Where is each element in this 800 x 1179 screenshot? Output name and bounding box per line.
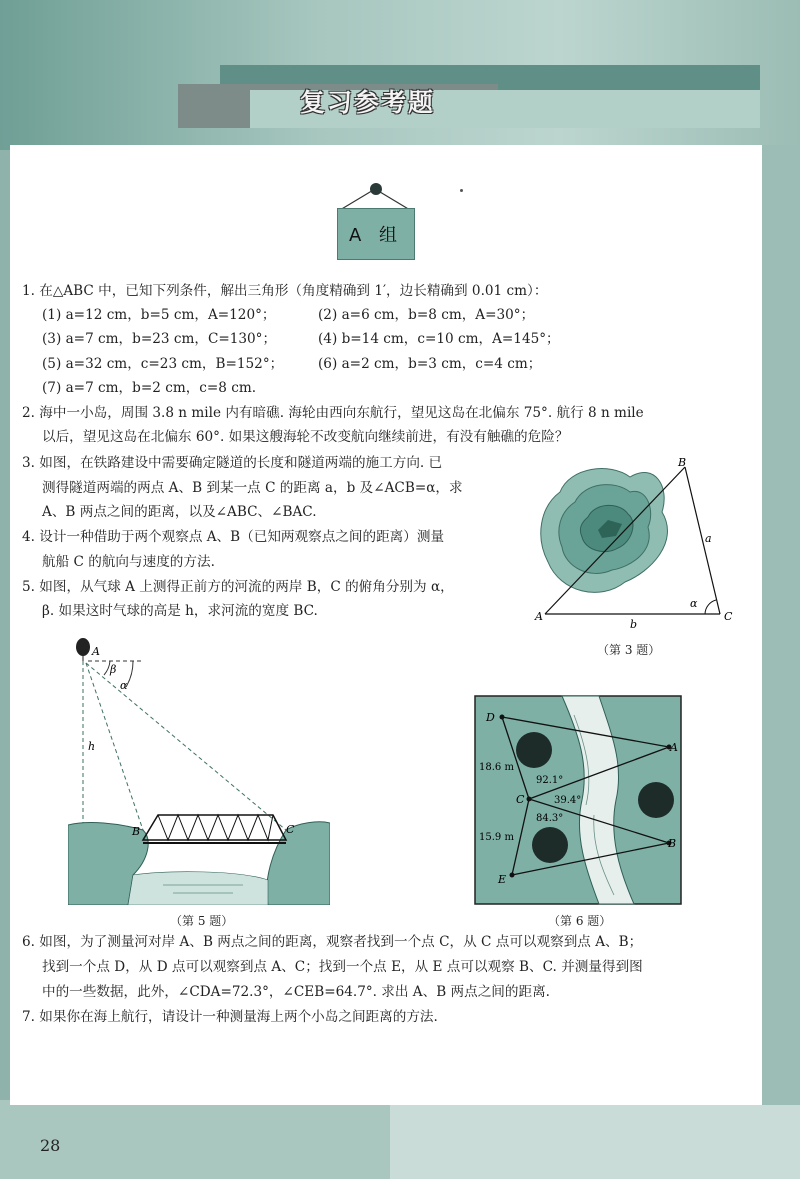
fig6-angle-3: 84.3° (536, 813, 564, 824)
footer-background-light (390, 1100, 800, 1179)
fig6-label-B: B (668, 837, 677, 850)
problem-1-case-4: (4) b=14 cm，c=10 cm，A=145°； (318, 331, 560, 347)
group-sign (337, 208, 415, 260)
bridge-truss (143, 815, 286, 840)
figure-3 (530, 452, 755, 632)
fig6-label-C: C (516, 793, 525, 806)
figure-3-caption: （第 3 题） (597, 643, 661, 657)
dot-mark (460, 189, 463, 192)
fig5-label-alpha: α (120, 679, 128, 692)
fig5-label-B: B (132, 825, 141, 838)
fig6-angle-2: 39.4° (554, 795, 582, 806)
figure-6-caption: （第 6 题） (548, 914, 612, 928)
tree-icon (532, 827, 568, 863)
fig3-label-A: A (535, 610, 543, 623)
tree-icon (638, 782, 674, 818)
fig5-label-beta: β (110, 663, 117, 676)
page-number: 28 (40, 1136, 61, 1155)
fig6-label-D: D (486, 711, 495, 724)
fig6-label-E: E (498, 873, 507, 886)
figure-5 (68, 635, 330, 905)
problem-6-line-2: 找到一个点 D，从 D 点可以观察到点 A、C；找到一个点 E，从 E 点可以观察 B、C. 并测量得到图 (42, 959, 643, 975)
fig3-label-a: a (705, 532, 712, 545)
fig6-angle-1: 92.1° (536, 775, 564, 786)
problem-2-line-2: 以后，望见这岛在北偏东 60°. 如果这艘海轮不改变航向继续前进，有没有触礁的危险？ (42, 429, 569, 445)
problem-7-line-1: 7. 如果你在海上航行，请设计一种测量海上两个小岛之间距离的方法. (22, 1009, 438, 1025)
problem-1-case-1: (1) a=12 cm，b=5 cm，A=120°； (42, 307, 276, 323)
problem-1-case-7: (7) a=7 cm，b=2 cm，c=8 cm. (42, 380, 257, 396)
problem-2-line-1: 2. 海中一小岛，周围 3.8 n mile 内有暗礁. 海轮由西向东航行，望见这岛在北偏东 75°. 航行 8 n mile (22, 405, 644, 421)
problem-6-line-1: 6. 如图，为了测量河对岸 A、B 两点之间的距离，观察者找到一个点 C，从 C 点可以观察到点 A、B； (22, 934, 643, 950)
balloon-icon (76, 638, 90, 656)
problem-1-case-5: (5) a=32 cm，c=23 cm，B=152°； (42, 356, 284, 372)
bridge-web (158, 815, 273, 840)
side-a (685, 467, 720, 614)
problem-4-line-2: 航船 C 的航向与速度的方法. (42, 554, 215, 570)
problem-1-case-3: (3) a=7 cm，b=23 cm，C=130°； (42, 331, 277, 347)
problem-3-line-3: A、B 两点之间的距离，以及∠ABC、∠BAC. (42, 504, 317, 520)
figure-6 (474, 695, 682, 905)
fig5-label-C: C (286, 823, 295, 836)
problem-3-line-1: 3. 如图，在铁路建设中需要确定隧道的长度和隧道两端的施工方向. 已 (22, 455, 443, 471)
problem-5-line-1: 5. 如图，从气球 A 上测得正前方的河流的两岸 B，C 的俯角分别为 α， (22, 579, 454, 595)
figure-5-caption: （第 5 题） (170, 914, 234, 928)
group-label: A 组 (348, 225, 404, 246)
fig6-dist-dc: 18.6 m (479, 762, 514, 773)
tree-icon (516, 732, 552, 768)
problem-3-line-2: 测得隧道两端的两点 A、B 到某一点 C 的距离 a，b 及∠ACB=α，求 (42, 480, 463, 496)
fig6-label-A: A (670, 741, 678, 754)
problem-1-case-6: (6) a=2 cm，b=3 cm，c=4 cm； (318, 356, 542, 372)
fig3-label-alpha: α (690, 597, 698, 610)
sight-c (86, 663, 286, 830)
river (128, 872, 268, 905)
page-title: 复习参考题 (300, 88, 436, 117)
fig3-label-C: C (724, 610, 733, 623)
right-margin-strip (762, 145, 800, 1105)
fig5-label-A: A (92, 645, 100, 658)
right-bank (267, 822, 330, 905)
problem-6-line-3: 中的一些数据，此外，∠CDA=72.3°，∠CEB=64.7°. 求出 A、B 两点之间的距离. (42, 984, 550, 1000)
fig5-label-h: h (88, 740, 96, 753)
angle-arc (705, 600, 716, 614)
pin-icon (370, 183, 382, 195)
fig6-dist-ce: 15.9 m (479, 832, 514, 843)
fig3-label-b: b (630, 618, 638, 631)
problem-4-line-1: 4. 设计一种借助于两个观察点 A、B（已知两观察点之间的距离）测量 (22, 529, 445, 545)
problem-5-line-2: β. 如果这时气球的高是 h，求河流的宽度 BC. (42, 603, 318, 619)
problem-1-case-2: (2) a=6 cm，b=8 cm，A=30°； (318, 307, 535, 323)
problem-1-intro: 1. 在△ABC 中，已知下列条件，解出三角形（角度精确到 1′，边长精确到 0.01 cm）： (22, 283, 548, 299)
fig3-label-B: B (678, 456, 687, 469)
